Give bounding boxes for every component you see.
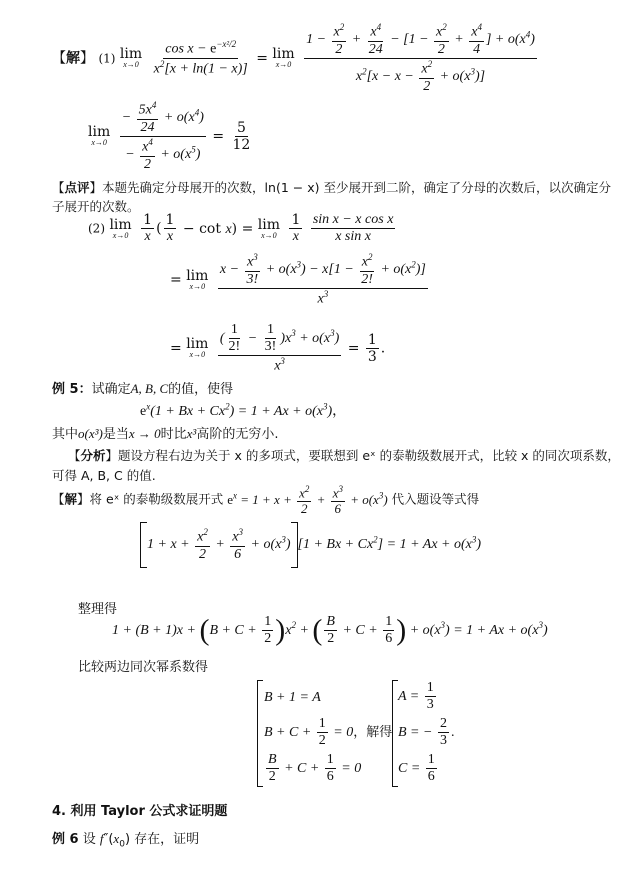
where-text: 是当 — [102, 427, 129, 442]
example-text: 试确定 — [91, 382, 131, 397]
example-6-tag: 例 6 — [52, 832, 79, 847]
one-over-x: $\frac{1}{x}$ — [165, 212, 175, 245]
limit-operator: lim x→0 — [186, 336, 209, 360]
example-vars: A, B, C — [130, 381, 169, 396]
tidy-label: 整理得 — [78, 602, 118, 617]
analysis-text-2: 可得 A, B, C 的值. — [52, 468, 156, 483]
where-math: o(x³) — [78, 426, 103, 441]
limit-operator: lim x→0 — [257, 216, 280, 240]
answer-c: C = $\frac{1}{6}$ — [398, 752, 435, 785]
solution-number: (2) — [88, 221, 105, 236]
analysis-line-2 — [52, 466, 156, 484]
one-over-x: $\frac{1}{x}$ — [291, 212, 301, 245]
substituted-equation: 1 + x + $\frac{x^2}{2}$ + $\frac{x^3}{6}$ + $o(x^3) [1 + Bx + Cx^2] = 1 + Ax + o(x^3)$ — [140, 522, 481, 568]
comment-line-1 — [52, 178, 611, 196]
limit-operator: lim x→0 — [88, 124, 111, 148]
step2-numerator: ( $\frac{1}{2!}$ − $\frac{1}{3!}$ )$x^3 + o(x^3)$ — [218, 322, 341, 356]
result-fraction: $\frac{5}{12}$ — [232, 119, 251, 153]
solution-2-line: (2) lim x→0 $\frac{1}{x}$ ( $\frac{1}{x}$ − cot x) = lim x→0 $\frac{1}{x}$ $\frac{\text{sin x − x cos x}}{\text{x sin x}}$ — [88, 212, 394, 245]
where-math: x³ — [186, 426, 197, 441]
solution-2-step-1: = lim x→0 x − $\frac{x^3}{3!}$ + $o(x^3) - x[1$ − $\frac{x^2}{2!}$ + $o(x^2)$] $x^3$ — [170, 252, 426, 307]
fraction-rhs — [304, 22, 537, 95]
solution-text: 代入题设等式得 — [391, 491, 480, 507]
analysis-text-1: 题设方程右边为关于 x 的多项式，要联想到 eˣ 的泰勒级数展开式，比较 x 的同次项系数， — [118, 448, 620, 463]
example-5-equation: $e^x(1 + Bx + Cx^2) = 1 + Ax + o(x^3)$， — [140, 401, 347, 419]
example-5-where — [52, 423, 278, 442]
answer-a: A = $\frac{1}{3}$ — [398, 680, 434, 713]
limit-operator: lim x→0 — [272, 46, 295, 70]
one-over-x: $\frac{1}{x}$ — [143, 212, 153, 245]
example-6-text: 设 $f''(x_0)$ 存在，证明 — [82, 831, 200, 850]
step1-denominator: $x^3$ — [317, 288, 329, 307]
sin-fraction: $\frac{\text{sin x − x cos x}}{\text{x sin x}}$ — [312, 212, 394, 245]
system-eq-1: B + 1 = A — [264, 690, 321, 705]
lhs-denominator: $x^2[x + \ln(1 - x)]$ — [153, 58, 248, 77]
step2-denominator: $x^3$ — [274, 356, 285, 374]
result-fraction: $\frac{1}{3}$ — [367, 331, 377, 365]
where-text: 时比 — [160, 427, 187, 442]
step1-fraction — [218, 252, 428, 308]
step2-fraction — [218, 322, 341, 375]
limit-operator: lim x→0 — [119, 46, 143, 70]
comment-tag: 【点评】 — [52, 180, 103, 195]
fraction-step — [120, 100, 206, 173]
solution-tag: 【解】 — [52, 50, 94, 67]
system-eq-3: $\frac{B}{2}$ + C + $\frac{1}{6}$ = 0 — [268, 752, 362, 785]
tidied-equation: 1 + (B + 1)x + (B + C + $\frac{1}{2}$ )$x^2$ + ( $\frac{B}{2}$ + C + $\frac{1}{6}$ ) + $o(x^3) = 1 + Ax + o(x^3)$ — [112, 613, 548, 647]
solution-3-line — [52, 484, 479, 517]
example-5-line — [52, 378, 233, 397]
where-text: 高阶的无穷小. — [196, 427, 279, 442]
analysis-line-1 — [68, 446, 620, 464]
rhs-numerator: 1 − $\frac{x^2}{2}$ + $\frac{x^4}{24}$ − [1 − $\frac{x^2}{2}$ + $\frac{x^4}{4}$ ] + $o(x^4)$ — [304, 22, 537, 59]
limit-operator: lim x→0 — [109, 216, 132, 240]
example-6-line — [52, 828, 199, 850]
example-text: 的值，使得 — [168, 382, 234, 397]
solution-tag: 【解】 — [52, 491, 90, 507]
series-expression: $e^x = 1 + x$ + $\frac{x^2}{2}$ + $\frac{x^3}{6}$ + $o(x^3)$ — [227, 484, 388, 517]
comment-text-2: 子展开的次数。 — [52, 199, 140, 214]
lhs-numerator: $\cos x - e^{-x^2/2}$ — [163, 39, 238, 59]
solution-text: 将 eˣ 的泰勒级数展开式 — [89, 491, 224, 507]
comment-text-1: 本题先确定分母展开的次数，ln(1 − x) 至少展开到二阶，确定了分母的次数后，以次确定分 — [102, 180, 611, 195]
solve-label: ，解得 — [353, 724, 393, 740]
solution-2-step-2: = lim x→0 ( $\frac{1}{2!}$ − $\frac{1}{3!}$ )$x^3 + o(x^3)$ $x^3$ = $\frac{1}{3}$ . — [170, 322, 386, 374]
solution-1-line: 【解】 (1) lim x→0 $\frac{\cos x - e^{-x^2/2}}{x^2[x + \ln(1 - x)]}$ = lim x→0 1 − $\frac{x^2}{2}$ + $\frac{x^4}{24}$ − [1 − $\frac{x^2}{2}$ + $\frac{x^4}{4}$ ] + $o(x^4)$ $x^2[x - x$ − $\frac{x^2}{2}$ + $o(x^3)$] — [52, 22, 535, 94]
section-4-title: 4. 利用 Taylor 公式求证明题 — [52, 804, 228, 819]
right-brace — [392, 680, 393, 786]
where-text: 其中 — [52, 427, 79, 442]
step-denominator: − $\frac{x^4}{2}$ + $o(x^5)$ — [125, 136, 201, 172]
system-eq-2: B + C + $\frac{1}{2}$ = 0，解得 — [264, 716, 393, 749]
limit-operator: lim x→0 — [186, 267, 209, 291]
where-math: x → 0 — [128, 426, 161, 441]
rhs-denominator: $x^2[x - x$ − $\frac{x^2}{2}$ + $o(x^3)$] — [355, 58, 486, 94]
answer-b: B = − $\frac{2}{3}$ . — [398, 716, 455, 749]
right-bracket — [291, 522, 298, 568]
solution-1-step: lim x→0 − $\frac{5x^4}{24}$ + $o(x^4)$ − $\frac{x^4}{2}$ + $o(x^5)$ = $\frac{5}{12}$ — [88, 100, 251, 172]
step1-numerator: x − $\frac{x^3}{3!}$ + $o(x^3) - x[1$ − $\frac{x^2}{2!}$ + $o(x^2)$] — [218, 252, 428, 289]
left-brace-tip — [257, 786, 263, 787]
left-brace — [257, 680, 258, 786]
step-numerator: − $\frac{5x^4}{24}$ + $o(x^4)$ — [120, 100, 206, 137]
compare-label: 比较两边同次幂系数得 — [78, 660, 209, 675]
analysis-tag: 【分析】 — [68, 448, 119, 463]
left-brace-tip — [257, 680, 263, 681]
left-bracket — [140, 522, 147, 568]
solution-number: (1) — [98, 51, 116, 66]
fraction-lhs — [152, 39, 250, 78]
right-brace-tip — [392, 786, 398, 787]
example-tag: 例 5： — [52, 382, 92, 397]
